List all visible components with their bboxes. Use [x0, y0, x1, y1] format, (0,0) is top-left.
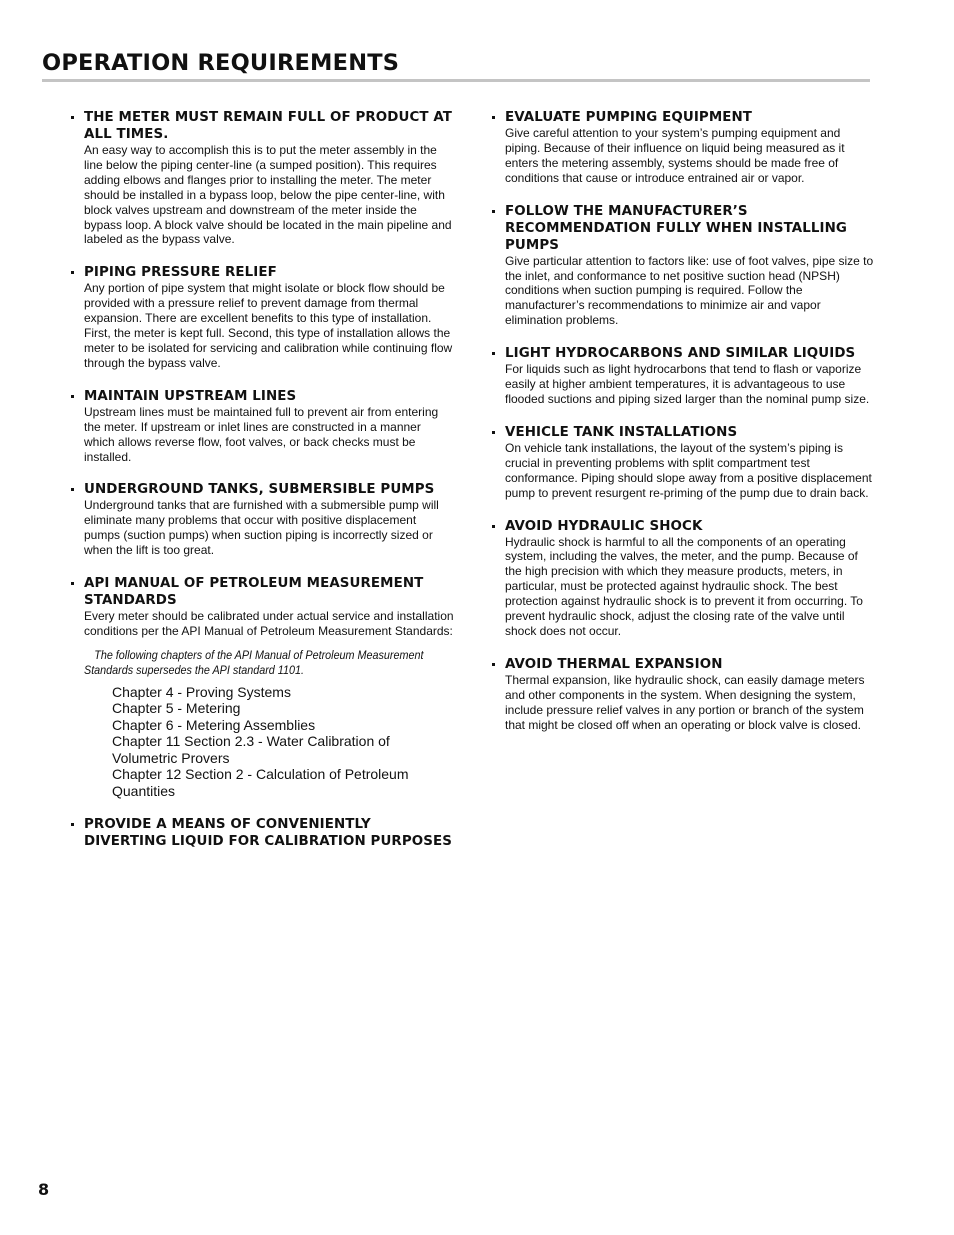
section-body: Give careful attention to your system’s pumping equipment and piping. Because of their influence on liquid being measured as it enters the metering assembly, systems should be made free of conditions that cause or introduce entrained air or vapor. — [505, 126, 845, 185]
chapter-item: Chapter 6 - Metering Assemblies — [112, 716, 316, 733]
chapter-item: Chapter 12 Section 2 - Calculation of Petroleum Quantities — [112, 766, 409, 799]
bullet-icon — [71, 488, 74, 491]
page-title: OPERATION REQUIREMENTS — [42, 50, 400, 76]
section-body: An easy way to accomplish this is to put the meter assembly in the line below the piping center-line (a sumped position). This requires adding elbows and flanges prior to installing the meter. The meter should be installed in a bypass loop, below the pipe center-line, with block valves upstream and downstream of the meter inside the bypass loop. A block valve should be located in the main pipeline and labeled as the bypass valve. — [84, 143, 452, 247]
section-body: Every meter should be calibrated under actual service and installation conditions per the API Manual of Petroleum Measurement Standards: — [84, 609, 454, 638]
section-underground-tanks — [70, 481, 454, 558]
section-body: Any portion of pipe system that might isolate or block flow should be provided with a pressure relief to prevent damage from thermal expansion. There are excellent benefits to this type of installation. First, the meter is kept full. Second, this type of installation allows the meter to be isolated for servicing and calibration while continuing flow through the bypass valve. — [84, 281, 453, 370]
section-diverting-liquid — [70, 816, 454, 850]
section-heading: API MANUAL OF PETROLEUM MEASUREMENT STANDARDS — [84, 576, 424, 609]
section-body: Upstream lines must be maintained full to prevent air from entering the meter. If upstream or inlet lines are constructed in a manner which allows reverse flow, foot valves, or back checks must be installed. — [84, 404, 439, 464]
chapter-item: Chapter 5 - Metering — [112, 700, 241, 717]
bullet-icon — [71, 395, 74, 398]
section-heading: VEHICLE TANK INSTALLATIONS — [505, 424, 738, 440]
section-body: Give particular attention to factors like: use of foot valves, pipe size to the inlet, and conformance to net positive suction head (NPSH) conditions when suction pumping is required. Follow the manufacturer’s recommendations to minimize air and vapor elimination problems. — [505, 253, 874, 328]
section-heading: AVOID THERMAL EXPANSION — [505, 656, 723, 672]
section-body: Thermal expansion, like hydraulic shock, can easily damage meters and other components in the system. When designing the system, include pressure relief valves in any portion or branch of the system that might be closed off when an operating or block valve is closed. — [505, 672, 865, 732]
section-heading: LIGHT HYDROCARBONS AND SIMILAR LIQUIDS — [505, 346, 856, 362]
section-evaluate-pumping — [491, 109, 875, 186]
section-hydraulic-shock — [491, 518, 875, 639]
bullet-icon — [492, 663, 495, 666]
bullet-icon — [492, 525, 495, 528]
chapter-item: Chapter 4 - Proving Systems — [112, 683, 291, 700]
api-note: The following chapters of the API Manual of Petroleum Measurement Standards supersedes the API standard 1101. — [84, 648, 424, 677]
bullet-icon — [71, 582, 74, 585]
chapter-item: Chapter 11 Section 2.3 - Water Calibration of Volumetric Provers — [112, 733, 390, 766]
section-heading: AVOID HYDRAULIC SHOCK — [505, 518, 703, 534]
section-heading: THE METER MUST REMAIN FULL OF PRODUCT AT ALL TIMES. — [84, 110, 453, 142]
section-light-hydrocarbons — [491, 345, 875, 407]
section-follow-manufacturer — [491, 203, 875, 329]
bullet-icon — [71, 116, 74, 119]
bullet-icon — [492, 352, 495, 355]
section-body: Hydraulic shock is harmful to all the components of an operating system, including the valves, the meter, and the pump. Because of the high precision with which they measure products, meters, in particular, must be protected against hydraulic shock. The best protection against hydraulic shock is to prevent it from occurring. To prevent hydraulic shock, adjust the closing rate of the valve until shock does not occur. — [505, 534, 863, 638]
title-rule — [42, 79, 870, 82]
section-heading: FOLLOW THE MANUFACTURER’S RECOMMENDATION FULLY WHEN INSTALLING PUMPS — [505, 203, 847, 253]
section-body: Underground tanks that are furnished with a submersible pump will eliminate many problems that occur with positive displacement pumps (suction pumps) when suction piping is incorrectly sized or when the lift is too great. — [84, 498, 439, 558]
chapter-list — [112, 684, 454, 800]
section-thermal-expansion — [491, 656, 875, 733]
section-heading: UNDERGROUND TANKS, SUBMERSIBLE PUMPS — [84, 482, 435, 498]
section-heading: PROVIDE A MEANS OF CONVENIENTLY DIVERTING LIQUID FOR CALIBRATION PURPOSES — [84, 817, 452, 850]
section-maintain-upstream-lines — [70, 388, 454, 465]
section-body: For liquids such as light hydrocarbons that tend to flash or vaporize easily at higher ambient temperatures, it is advantageous to use flooded suctions and piping sized larger than the nominal pump size. — [505, 362, 870, 406]
section-heading: EVALUATE PUMPING EQUIPMENT — [505, 110, 753, 125]
bullet-icon — [71, 271, 74, 274]
section-meter-full — [70, 109, 454, 247]
right-column — [491, 109, 875, 749]
bullet-icon — [492, 210, 495, 213]
bullet-icon — [492, 116, 495, 119]
bullet-icon — [71, 823, 74, 826]
section-heading: MAINTAIN UPSTREAM LINES — [84, 388, 297, 404]
section-body: On vehicle tank installations, the layout of the system’s piping is crucial in preventing problems with split compartment test conformance. Piping should slope away from a positive displacement pump to prevent resurgent re-priming of the pump due to drain back. — [505, 440, 872, 500]
left-column — [70, 109, 454, 867]
bullet-icon — [492, 431, 495, 434]
section-piping-pressure-relief — [70, 264, 454, 370]
section-heading: PIPING PRESSURE RELIEF — [84, 265, 277, 281]
section-api-manual — [70, 575, 454, 799]
page-number: 8 — [38, 1180, 50, 1199]
section-vehicle-tank — [491, 424, 875, 501]
